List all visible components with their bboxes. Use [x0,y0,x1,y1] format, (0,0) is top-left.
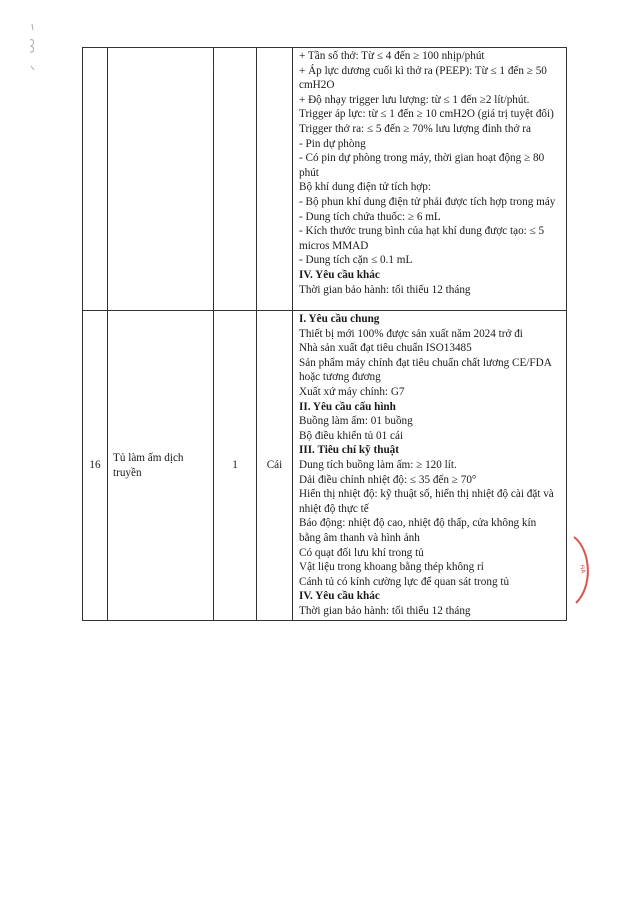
spec-line: + Tần số thở: Từ ≤ 4 đến ≥ 100 nhịp/phút [299,50,485,62]
spec-line: Thời gian bảo hành: tối thiểu 12 tháng [299,283,471,296]
red-stamp-edge-icon [560,535,600,605]
spec-cell [293,48,567,311]
spec-line: Dải điều chỉnh nhiệt độ: ≤ 35 đến ≥ 70° [299,473,477,486]
spec-cell [293,311,567,621]
section-heading: III. Tiêu chí kỹ thuật [299,444,399,457]
spec-line: Hiển thị nhiệt độ: kỹ thuật số, hiển thị nhiệt độ cài đặt và nhiệt độ thực tế [299,488,554,515]
spec-line: - Có pin dự phòng trong máy, thời gian hoạt động ≥ 80 phút [299,152,545,179]
spec-line: - Dung tích cặn ≤ 0.1 mL [299,254,413,267]
spec-line: Bộ điều khiển tủ 01 cái [299,429,404,442]
spec-line: Nhà sản xuất đạt tiêu chuẩn ISO13485 [299,342,472,355]
spec-line: Thời gian bảo hành: tối thiểu 12 tháng [299,604,471,617]
spec-line: Dung tích buồng làm ấm: ≥ 120 lít. [299,458,457,471]
spec-line: - Dung tích chứa thuốc: ≥ 6 mL [299,210,441,223]
quantity-cell: 1 [214,311,257,621]
section-heading: IV. Yêu cầu khác [299,268,380,281]
punch-marks-icon [26,22,40,82]
item-name-cell: Tủ làm ấm dịch truyền [108,311,214,621]
section-heading: I. Yêu cầu chung [299,313,380,325]
specification-table [82,47,567,621]
spec-line: Bộ khí dung điện tử tích hợp: [299,181,431,194]
section-heading: II. Yêu cầu cấu hình [299,400,396,413]
item-name-cell [108,48,214,311]
spec-line: Có quạt đối lưu khí trong tủ [299,546,424,559]
unit-cell [257,48,293,311]
spec-line: + Áp lực dương cuối kì thở ra (PEEP): Từ ≤ 1 đến ≥ 50 cmH2O [299,64,547,92]
spec-line: - Bộ phun khí dung điện tử phải được tích hợp trong máy [299,195,556,208]
margin-marks [26,22,40,87]
spec-line: - Pin dự phòng [299,137,366,150]
section-heading: IV. Yêu cầu khác [299,590,380,603]
table-row [83,311,567,621]
stt-cell [83,48,108,311]
unit-cell: Cái [257,311,293,621]
spec-line: Cánh tủ có kính cường lực để quan sát trong tủ [299,575,510,588]
spec-line: Sản phẩm máy chính đạt tiêu chuẩn chất lương CE/FDA hoặc tương đương [299,356,552,384]
stt-cell: 16 [83,311,108,621]
spec-line: Buồng làm ấm: 01 buồng [299,415,413,428]
spec-line: Trigger thở ra: ≤ 5 đến ≥ 70% lưu lượng đỉnh thở ra [299,122,531,135]
spec-line: - Kích thước trung bình của hạt khí dung được tạo: ≤ 5 micros MMAD [299,225,545,252]
spec-line: Xuất xứ máy chính: G7 [299,385,405,398]
table-row [83,48,567,311]
quantity-cell [214,48,257,311]
stray-dot: · [213,66,215,73]
spec-line: Trigger áp lực: từ ≤ 1 đến ≥ 10 cmH2O (giá trị tuyệt đối) [299,108,554,121]
spec-line: Vật liệu trong khoang bằng thép không rỉ [299,561,484,574]
svg-text:HA: HA [578,564,587,574]
spec-line: Thiết bị mới 100% được sản xuất năm 2024 trở đi [299,327,523,340]
spec-line: + Độ nhạy trigger lưu lượng: từ ≤ 1 đến ≥2 lít/phút. [299,93,530,106]
spec-line: Báo động: nhiệt độ cao, nhiệt độ thấp, cửa không kín bằng âm thanh và hình ảnh [299,517,537,544]
